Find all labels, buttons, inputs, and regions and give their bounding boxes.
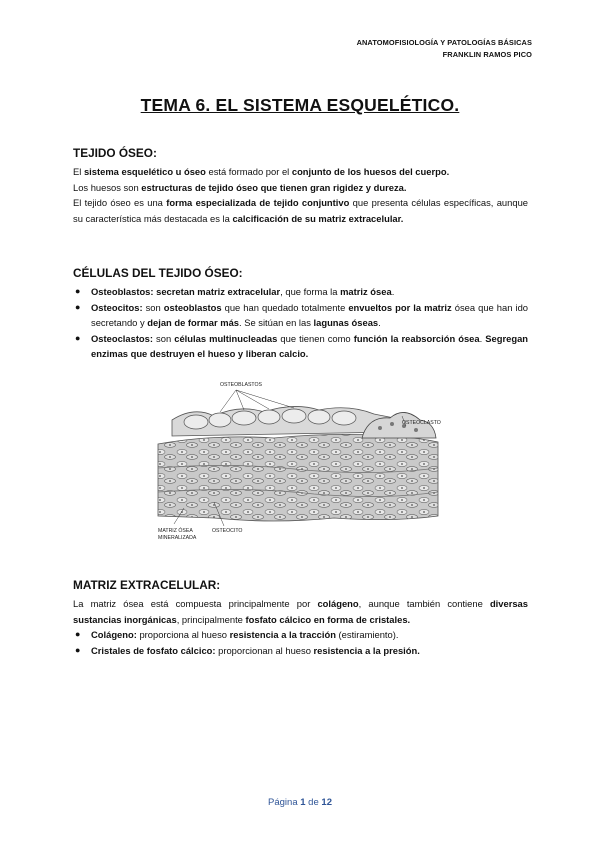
list-item: ● Osteocitos: son osteoblastos que han quedado totalmente envueltos por la matriz ósea que han ido secretando y dejan de formar más. Se sitúan en las lagunas óseas. [75, 301, 528, 328]
section-heading: TEJIDO ÓSEO: [73, 146, 157, 160]
list-item: ● Osteoclastos: son células multinucleadas que tienen como función la reabsorción ósea. Segregan enzimas que destruyen el hueso y liberan calcio. [75, 332, 529, 359]
label-matriz: MATRIZ ÓSEA [158, 528, 193, 534]
label-osteocito: OSTEOCITO [212, 528, 243, 534]
header-author: FRANKLIN RAMOS PICO [442, 50, 532, 59]
page-title: TEMA 6. EL SISTEMA ESQUELÉTICO. [140, 95, 460, 115]
paragraph: La matriz ósea está compuesta principalmente por colágeno, aunque también contiene diversas sustancias inorgánicas, principalmente fosfato cálcico en forma de cristales. [73, 598, 528, 625]
label-osteoblastos: OSTEOBLASTOS [220, 382, 262, 388]
section-celulas [73, 266, 528, 362]
cell-list [73, 284, 528, 362]
header-course: ANATOMOFISIOLOGÍA Y PATOLOGÍAS BÁSICAS [356, 38, 532, 47]
paragraph: El sistema esquelético u óseo está formado por el conjunto de los huesos del cuerpo. [73, 166, 450, 177]
section-matriz-extracelular [73, 578, 528, 658]
section-heading: CÉLULAS DEL TEJIDO ÓSEO: [73, 266, 243, 280]
section-tejido-oseo [73, 146, 528, 226]
list-item: ● Cristales de fosfato cálcico: proporcionan al hueso resistencia a la presión. [75, 644, 420, 656]
label-mineralizada: MINERALIZADA [158, 535, 197, 541]
label-osteoclasto: OSTEOCLASTO [402, 420, 441, 426]
section-heading: MATRIZ EXTRACELULAR: [73, 578, 221, 592]
list-item: ● Osteoblastos: secretan matriz extracelular, que forma la matriz ósea. [75, 286, 395, 297]
page-header [357, 37, 532, 61]
list-item: ● Colágeno: proporciona al hueso resistencia a la tracción (estiramiento). [75, 629, 399, 640]
matriz-list [73, 627, 528, 658]
page-footer: Página 1 de 12 [268, 797, 332, 808]
paragraph: Los huesos son estructuras de tejido óseo que tienen gran rigidez y dureza. [73, 181, 407, 193]
bone-tissue-illustration [154, 376, 442, 546]
paragraph: El tejido óseo es una forma especializada de tejido conjuntivo que presenta células específicas, aunque su característica más destacada es la calcificación de su matriz extracelular. [73, 197, 529, 224]
